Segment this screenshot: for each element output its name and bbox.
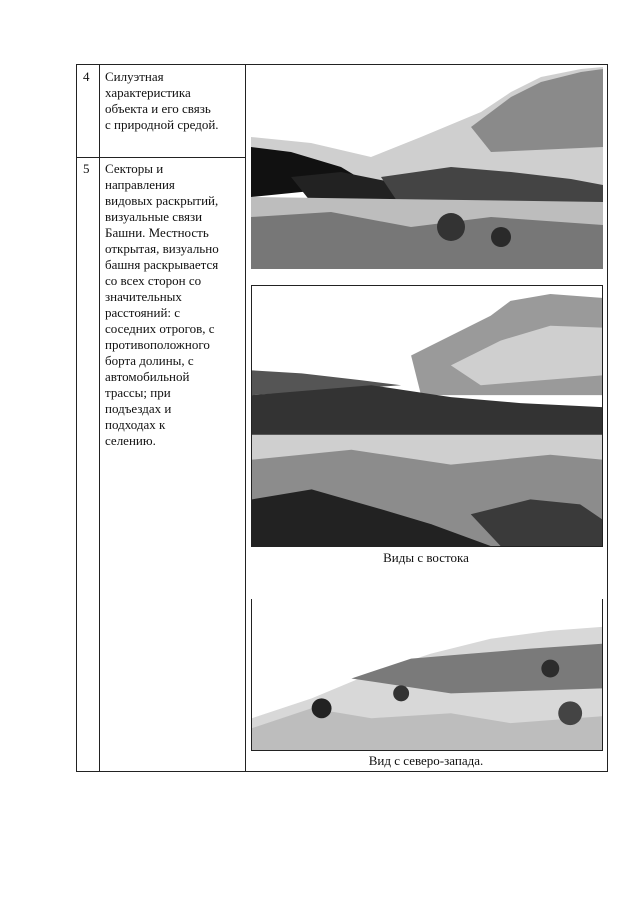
photo-northwest (251, 599, 603, 751)
row-4-number: 4 (83, 69, 90, 84)
row-5-number: 5 (83, 161, 90, 176)
row-5-description: Секторы и направления видовых раскрытий, визуальные связи Башни. Местность открытая, визуально башня раскрывается со всех сторон со значительных расстояний: с соседних отрогов, с противоположного борта долины, с автомобильной трассы; при подъездах и подходах к селению. (105, 161, 219, 448)
row-divider (77, 157, 246, 158)
column-divider (99, 65, 100, 771)
row-4-description: Силуэтная характеристика объекта и его связь с природной средой. (105, 69, 219, 132)
document-table (76, 64, 608, 772)
photo-east-1 (251, 67, 603, 269)
caption-northwest-view: Вид с северо-запада. (368, 753, 484, 768)
column-divider (245, 65, 246, 771)
photo-east-2 (251, 285, 603, 547)
caption-east-views: Виды с востока (383, 550, 469, 565)
